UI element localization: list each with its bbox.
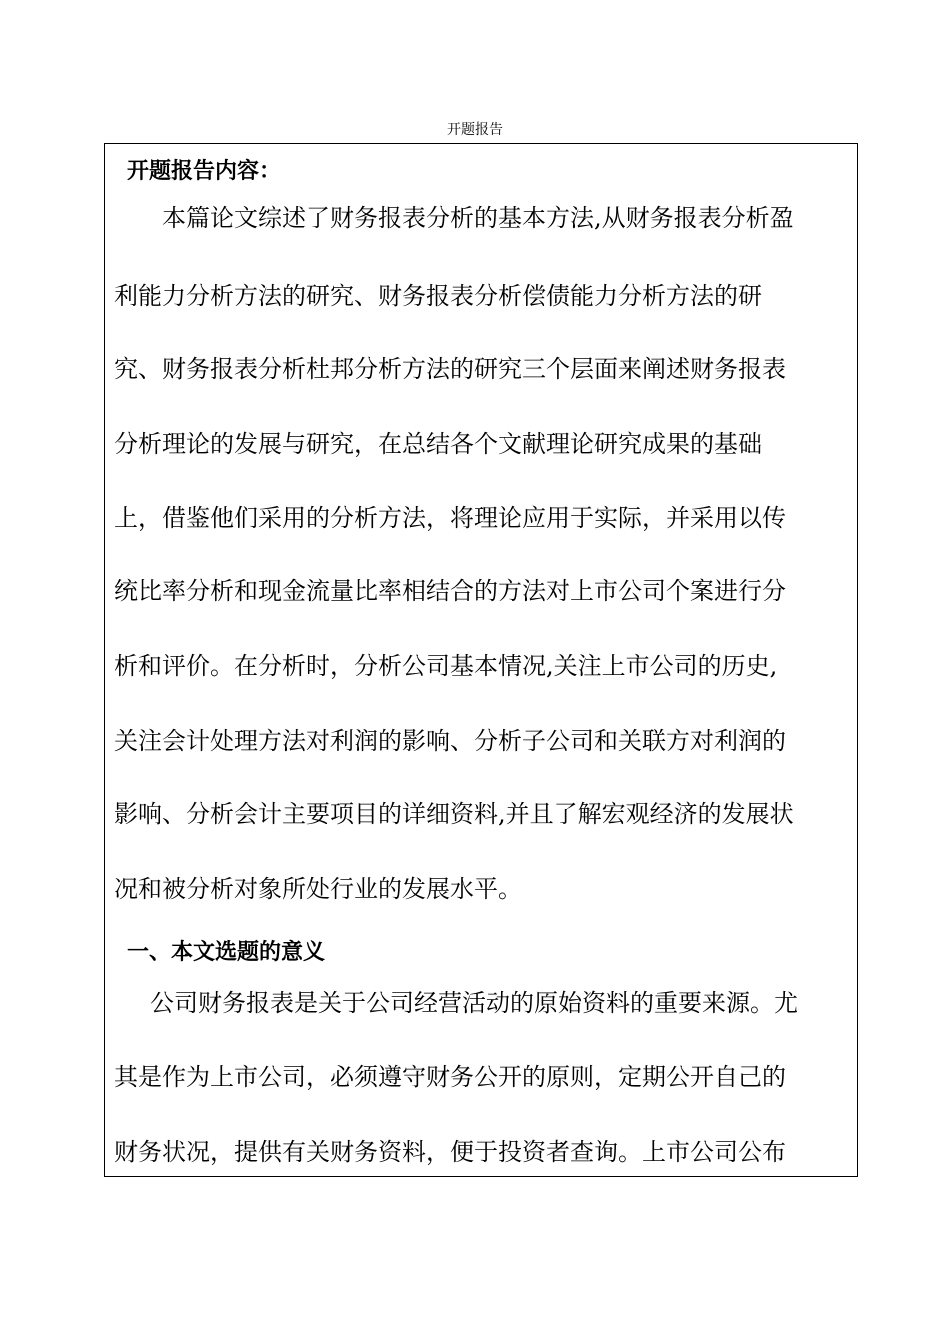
paragraph1-line: 况和被分析对象所处行业的发展水平。	[114, 875, 522, 903]
paragraph1-line: 本篇论文综述了财务报表分析的基本方法,从财务报表分析盈	[162, 204, 794, 232]
paragraph1-line: 上，借鉴他们采用的分析方法，将理论应用于实际，并采用以传	[114, 504, 786, 532]
heading-content: 开题报告内容：	[127, 159, 282, 184]
paragraph1-line: 究、财务报表分析杜邦分析方法的研究三个层面来阐述财务报表	[114, 355, 786, 383]
paragraph2-line: 财务状况，提供有关财务资料，便于投资者查询。上市公司公布	[114, 1138, 786, 1166]
paragraph2-line: 公司财务报表是关于公司经营活动的原始资料的重要来源。尤	[150, 989, 798, 1017]
paragraph1-line: 关注会计处理方法对利润的影响、分析子公司和关联方对利润的	[114, 727, 786, 755]
paragraph1-line: 影响、分析会计主要项目的详细资料,并且了解宏观经济的发展状	[114, 800, 794, 828]
paragraph1-line: 分析理论的发展与研究，在总结各个文献理论研究成果的基础	[114, 430, 762, 458]
paragraph1-line: 利能力分析方法的研究、财务报表分析偿债能力分析方法的研	[114, 282, 762, 310]
content-box	[104, 143, 858, 1177]
paragraph1-line: 统比率分析和现金流量比率相结合的方法对上市公司个案进行分	[114, 577, 786, 605]
paragraph1-line: 析和评价。在分析时，分析公司基本情况,关注上市公司的历史,	[114, 652, 778, 680]
paragraph2-line: 其是作为上市公司，必须遵守财务公开的原则，定期公开自己的	[114, 1063, 786, 1091]
running-header: 开题报告	[447, 122, 503, 138]
heading-section-1: 一、本文选题的意义	[127, 940, 326, 965]
